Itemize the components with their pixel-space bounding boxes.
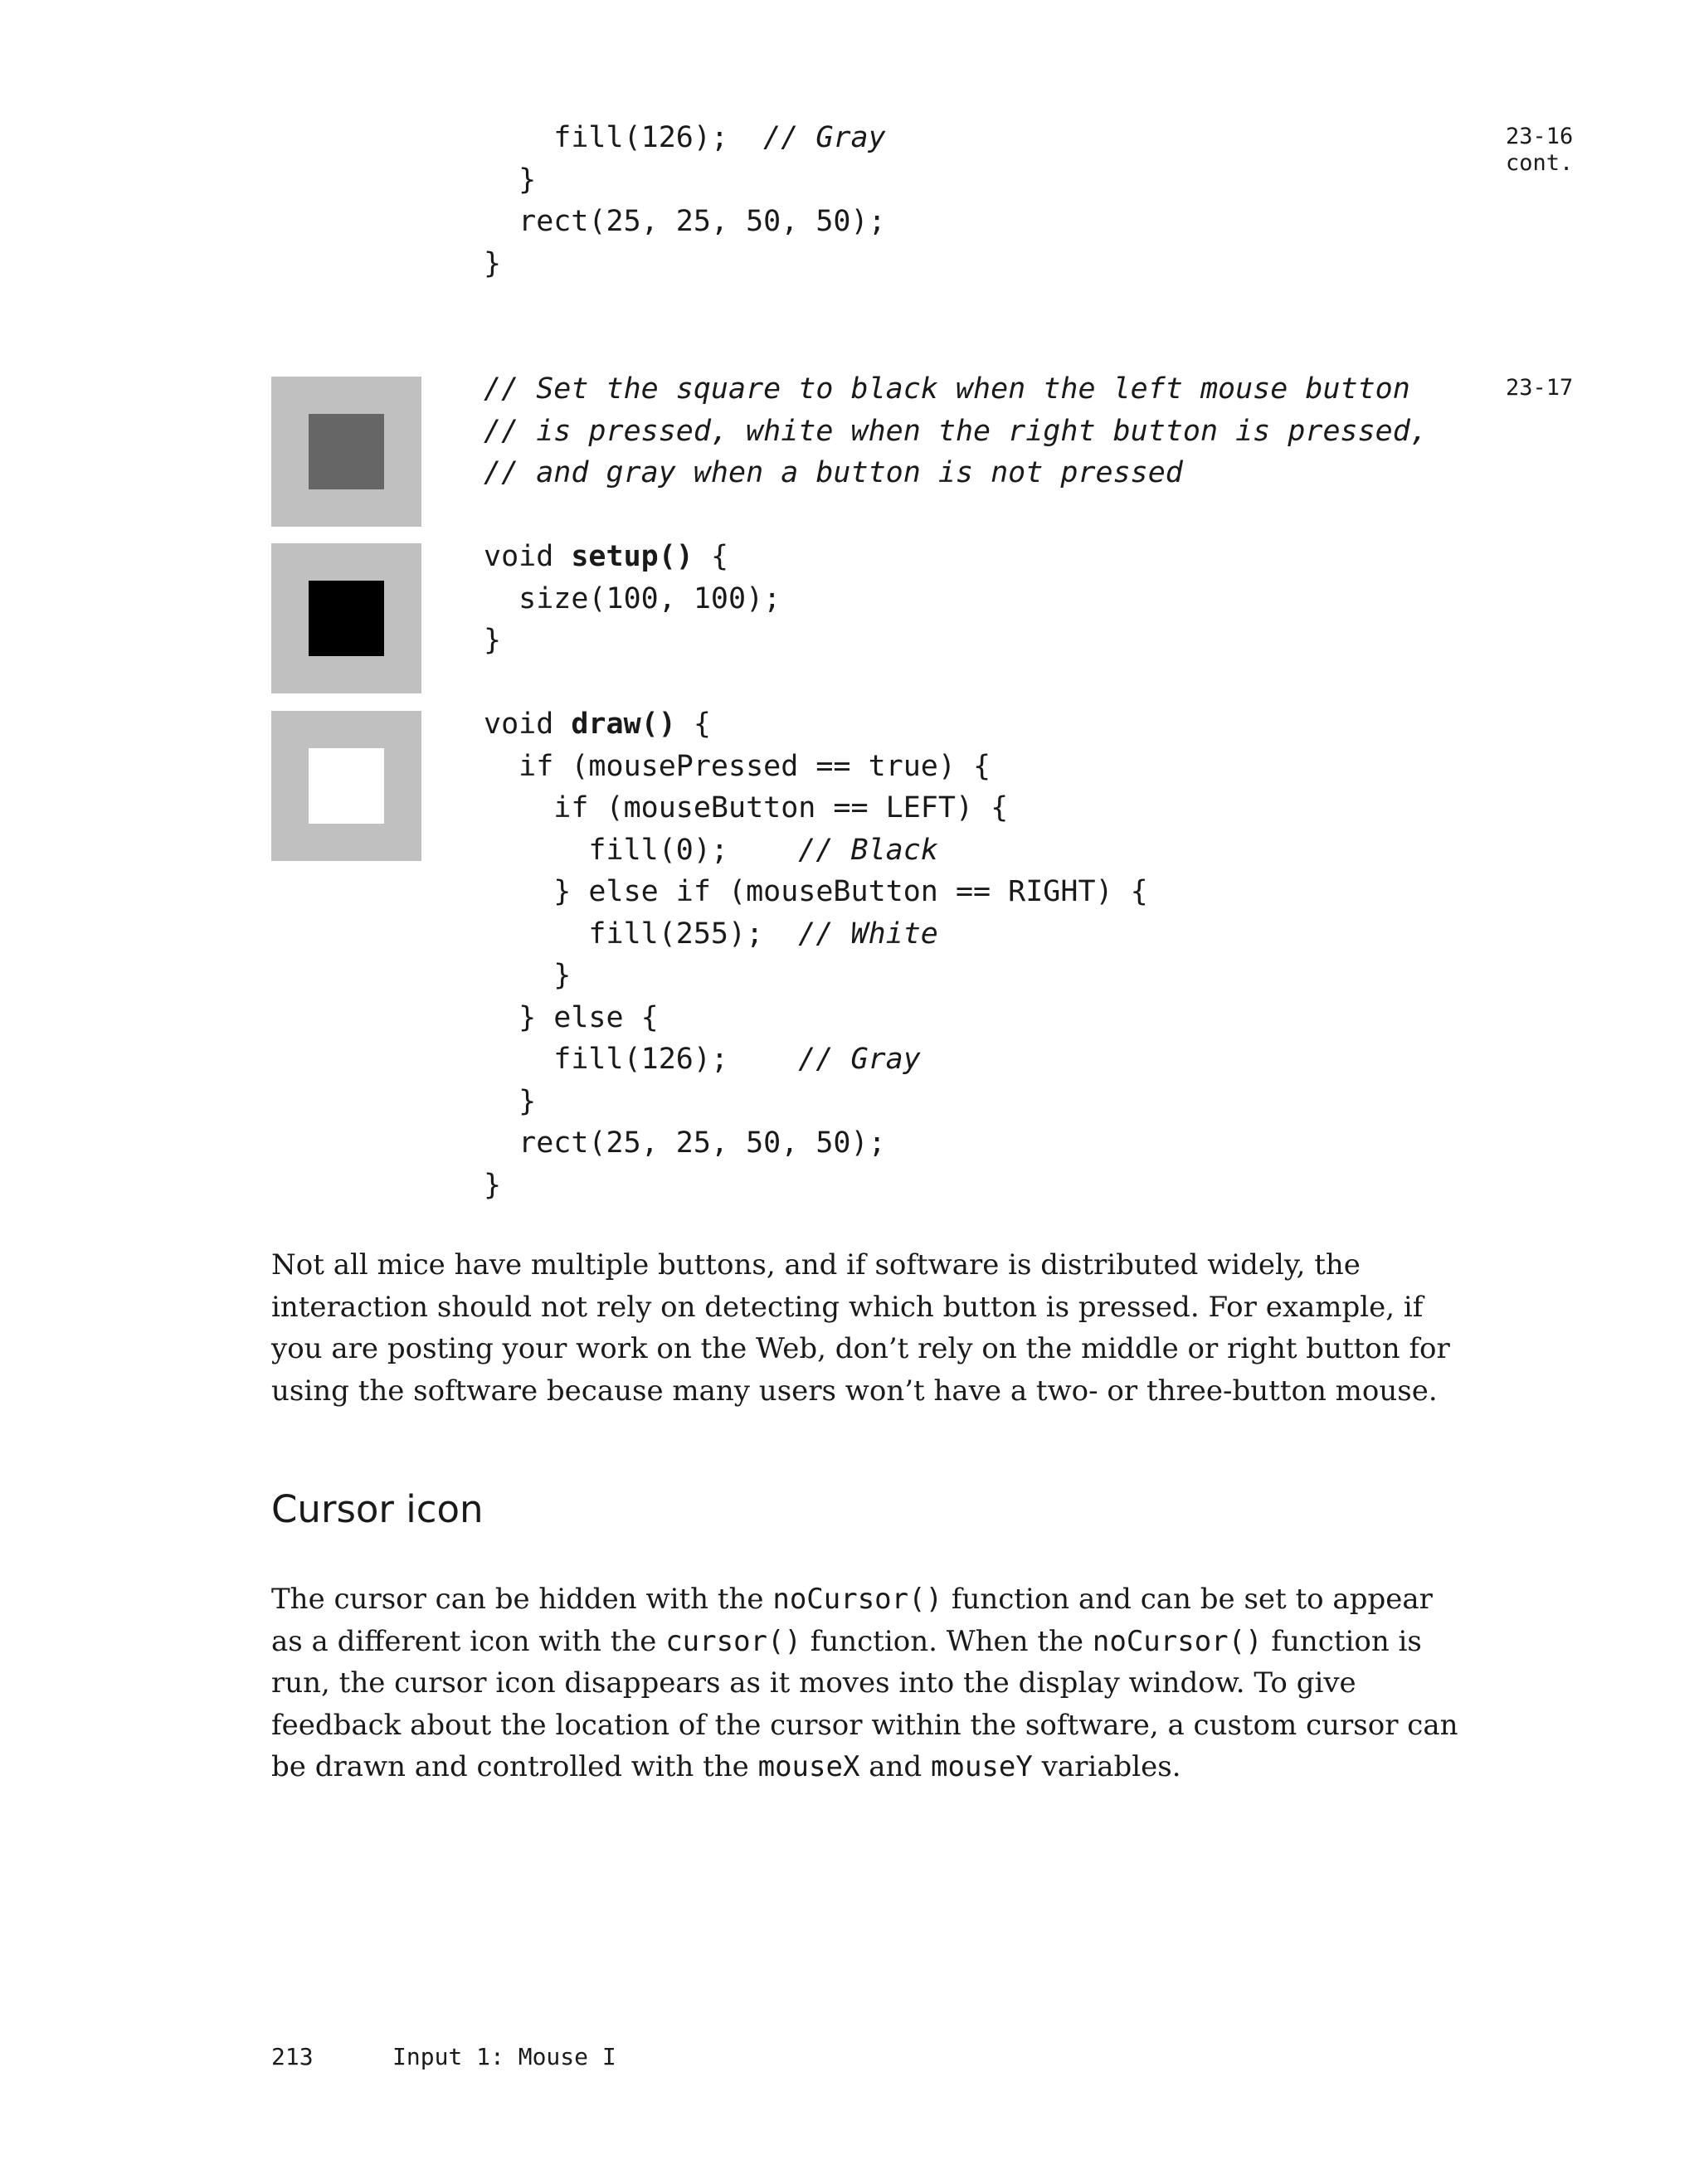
code-text: fill(126); — [484, 121, 764, 154]
code-text: setup() — [571, 540, 694, 573]
code-text: } — [484, 624, 502, 657]
code-line — [484, 703, 1428, 746]
code-block-example — [484, 368, 1428, 1206]
code-comment: // is pressed, white when the right button is pressed, — [484, 414, 1428, 448]
code-text: { — [693, 540, 729, 573]
code-line — [484, 662, 1428, 704]
black-square-output — [271, 543, 421, 693]
code-line — [484, 955, 1428, 997]
code-line — [484, 997, 1428, 1039]
text-run: and — [859, 1750, 931, 1783]
code-line — [484, 913, 1428, 956]
code-text: fill(255); — [484, 917, 799, 951]
code-comment: // Gray — [798, 1043, 921, 1076]
code-comment: // Set the square to black when the left mouse button — [484, 372, 1410, 406]
code-line — [484, 1081, 1428, 1123]
code-line — [484, 1165, 1428, 1207]
code-text: fill(126); — [484, 1043, 799, 1076]
section-heading: Cursor icon — [271, 1487, 484, 1531]
white-square-output — [271, 711, 421, 861]
code-line — [484, 787, 1428, 829]
inline-code: cursor() — [665, 1624, 801, 1658]
body-paragraph-mouse-buttons — [271, 1244, 1466, 1412]
code-line — [484, 871, 1428, 913]
code-text: } — [484, 1168, 502, 1202]
code-text: void — [484, 708, 572, 741]
text-run: Not all mice have multiple buttons, and if software is distributed widely, the interaction should not rely on detecting which button is pressed. For example, if you are posting your work on the Web, don’t rely on the middle or right button for using the software because many users won’t have a two- or three-button mouse. — [271, 1248, 1450, 1408]
code-line — [484, 536, 1428, 578]
code-line — [484, 578, 1428, 620]
code-block-continued — [484, 117, 886, 285]
text-run: variables. — [1032, 1750, 1181, 1783]
code-text: rect(25, 25, 50, 50); — [484, 205, 886, 238]
code-line — [484, 746, 1428, 788]
inline-code: noCursor() — [772, 1583, 943, 1616]
inline-code: mouseX — [757, 1750, 860, 1783]
code-line — [484, 620, 1428, 662]
code-line — [484, 368, 1428, 411]
output-square — [309, 414, 384, 489]
code-line — [484, 494, 1428, 537]
code-line — [484, 829, 1428, 872]
code-line — [484, 159, 886, 202]
code-text: } else if (mouseButton == RIGHT) { — [484, 875, 1148, 908]
code-text: } — [484, 1084, 537, 1118]
output-square — [309, 581, 384, 656]
running-footer-chapter: Input 1: Mouse I — [392, 2043, 616, 2070]
text-run: function. When the — [801, 1624, 1093, 1658]
code-comment: // Gray — [763, 121, 886, 154]
code-line — [484, 243, 886, 285]
code-text: { — [675, 708, 711, 741]
code-line — [484, 1038, 1428, 1081]
code-comment: // White — [798, 917, 938, 951]
page-number: 213 — [271, 2043, 314, 2070]
output-square — [309, 748, 384, 824]
code-text: void — [484, 540, 572, 573]
code-text: } — [484, 246, 502, 280]
code-comment: // and gray when a button is not pressed — [484, 456, 1183, 489]
code-text: if (mousePressed == true) { — [484, 749, 991, 783]
code-line — [484, 117, 886, 159]
code-text: rect(25, 25, 50, 50); — [484, 1126, 886, 1160]
code-text: } — [484, 959, 572, 992]
text-run: function is run, the cursor icon disappears as it moves into the display window. To give feedback about the location of the cursor within the software, a custom cursor can be drawn and controlled with the — [271, 1624, 1458, 1783]
code-line — [484, 1122, 1428, 1165]
code-text: size(100, 100); — [484, 581, 781, 615]
code-line — [484, 411, 1428, 453]
code-line — [484, 201, 886, 243]
inline-code: noCursor() — [1092, 1624, 1263, 1658]
gray-square-output — [271, 377, 421, 527]
example-number-continued: 23-16 cont. — [1506, 124, 1574, 176]
code-text: } — [484, 163, 537, 197]
example-number: 23-17 — [1506, 375, 1574, 401]
text-run: function and can be set to appear as a different icon with the — [271, 1583, 1433, 1658]
code-text: } else { — [484, 1000, 659, 1034]
code-text: draw() — [571, 708, 676, 741]
code-text: fill(0); — [484, 833, 799, 867]
body-paragraph-cursor — [271, 1578, 1466, 1788]
text-run: The cursor can be hidden with the — [271, 1583, 773, 1616]
inline-code: mouseY — [931, 1750, 1033, 1783]
code-comment: // Black — [798, 833, 938, 867]
code-line — [484, 452, 1428, 494]
code-text: if (mouseButton == LEFT) { — [484, 791, 1009, 824]
